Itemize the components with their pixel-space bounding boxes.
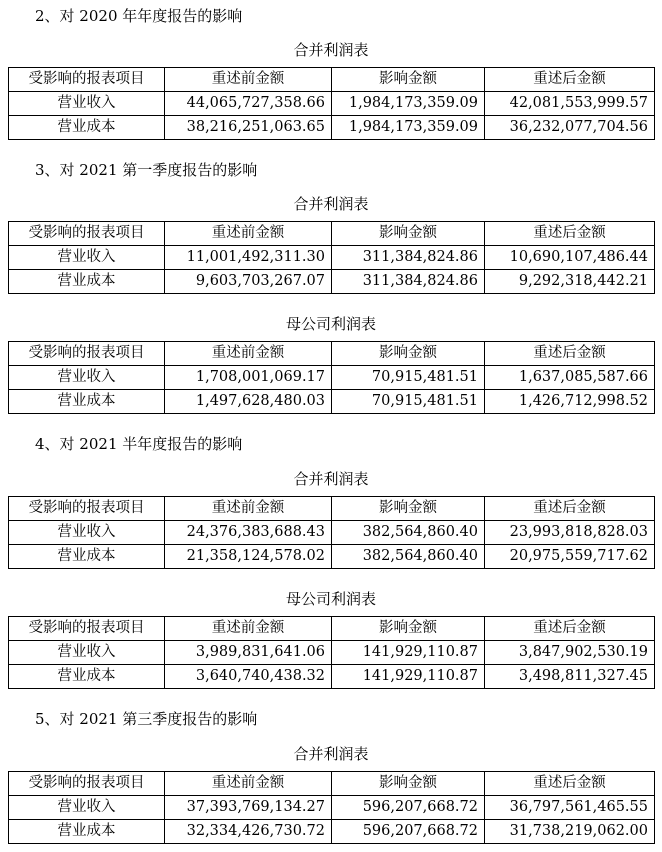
before-amount-cell: 24,376,383,688.43 (165, 521, 332, 545)
item-cell: 营业收入 (9, 92, 165, 116)
header-cell: 重述前金额 (165, 497, 332, 521)
table-header-row (9, 497, 655, 521)
after-amount-cell: 36,232,077,704.56 (485, 116, 655, 140)
item-cell: 营业收入 (9, 796, 165, 820)
table-title: 母公司利润表 (285, 315, 376, 333)
item-cell: 营业收入 (9, 521, 165, 545)
section-heading: 2、对 2020 年年度报告的影响 (35, 7, 243, 25)
table-row (9, 246, 655, 270)
header-cell: 影响金额 (332, 68, 485, 92)
header-cell: 受影响的报表项目 (9, 772, 165, 796)
after-amount-cell: 23,993,818,828.03 (485, 521, 655, 545)
after-amount-cell: 42,081,553,999.57 (485, 92, 655, 116)
before-amount-cell: 44,065,727,358.66 (165, 92, 332, 116)
header-cell: 重述后金额 (485, 68, 655, 92)
header-cell: 重述后金额 (485, 617, 655, 641)
income-statement-table (8, 67, 655, 140)
table-row (9, 116, 655, 140)
parent-income-statement-table (8, 341, 655, 414)
after-amount-cell: 1,426,712,998.52 (485, 390, 655, 414)
after-amount-cell: 20,975,559,717.62 (485, 545, 655, 569)
header-cell: 重述前金额 (165, 617, 332, 641)
table-row (9, 390, 655, 414)
table-row (9, 796, 655, 820)
item-cell: 营业成本 (9, 390, 165, 414)
table-title: 合并利润表 (293, 470, 369, 488)
header-cell: 受影响的报表项目 (9, 617, 165, 641)
table-header-row (9, 68, 655, 92)
after-amount-cell: 3,498,811,327.45 (485, 665, 655, 689)
before-amount-cell: 38,216,251,063.65 (165, 116, 332, 140)
after-amount-cell: 36,797,561,465.55 (485, 796, 655, 820)
impact-amount-cell: 596,207,668.72 (332, 820, 485, 844)
header-cell: 受影响的报表项目 (9, 68, 165, 92)
header-cell: 重述后金额 (485, 222, 655, 246)
header-cell: 重述前金额 (165, 68, 332, 92)
impact-amount-cell: 382,564,860.40 (332, 521, 485, 545)
header-cell: 重述前金额 (165, 342, 332, 366)
before-amount-cell: 37,393,769,134.27 (165, 796, 332, 820)
impact-amount-cell: 70,915,481.51 (332, 366, 485, 390)
table-header-row (9, 222, 655, 246)
impact-amount-cell: 596,207,668.72 (332, 796, 485, 820)
section-heading: 5、对 2021 第三季度报告的影响 (35, 710, 258, 728)
after-amount-cell: 10,690,107,486.44 (485, 246, 655, 270)
header-cell: 重述后金额 (485, 342, 655, 366)
after-amount-cell: 31,738,219,062.00 (485, 820, 655, 844)
before-amount-cell: 32,334,426,730.72 (165, 820, 332, 844)
section-heading: 4、对 2021 半年度报告的影响 (35, 435, 243, 453)
impact-amount-cell: 311,384,824.86 (332, 246, 485, 270)
header-cell: 影响金额 (332, 772, 485, 796)
section-heading: 3、对 2021 第一季度报告的影响 (35, 161, 258, 179)
impact-amount-cell: 1,984,173,359.09 (332, 92, 485, 116)
before-amount-cell: 3,640,740,438.32 (165, 665, 332, 689)
header-cell: 影响金额 (332, 222, 485, 246)
parent-income-statement-table (8, 616, 655, 689)
item-cell: 营业收入 (9, 246, 165, 270)
table-row (9, 665, 655, 689)
impact-amount-cell: 141,929,110.87 (332, 665, 485, 689)
after-amount-cell: 1,637,085,587.66 (485, 366, 655, 390)
header-cell: 重述后金额 (485, 497, 655, 521)
item-cell: 营业成本 (9, 116, 165, 140)
table-row (9, 641, 655, 665)
table-title: 合并利润表 (293, 41, 369, 59)
after-amount-cell: 3,847,902,530.19 (485, 641, 655, 665)
impact-amount-cell: 70,915,481.51 (332, 390, 485, 414)
income-statement-table (8, 221, 655, 294)
item-cell: 营业成本 (9, 820, 165, 844)
item-cell: 营业收入 (9, 366, 165, 390)
table-row (9, 545, 655, 569)
after-amount-cell: 9,292,318,442.21 (485, 270, 655, 294)
table-row (9, 366, 655, 390)
item-cell: 营业成本 (9, 270, 165, 294)
item-cell: 营业成本 (9, 665, 165, 689)
item-cell: 营业收入 (9, 641, 165, 665)
table-header-row (9, 617, 655, 641)
table-row (9, 270, 655, 294)
before-amount-cell: 9,603,703,267.07 (165, 270, 332, 294)
header-cell: 受影响的报表项目 (9, 497, 165, 521)
header-cell: 重述后金额 (485, 772, 655, 796)
impact-amount-cell: 311,384,824.86 (332, 270, 485, 294)
before-amount-cell: 11,001,492,311.30 (165, 246, 332, 270)
income-statement-table (8, 496, 655, 569)
table-row (9, 92, 655, 116)
table-title: 母公司利润表 (285, 590, 376, 608)
impact-amount-cell: 1,984,173,359.09 (332, 116, 485, 140)
income-statement-table (8, 771, 655, 844)
before-amount-cell: 1,708,001,069.17 (165, 366, 332, 390)
header-cell: 影响金额 (332, 497, 485, 521)
table-title: 合并利润表 (293, 195, 369, 213)
header-cell: 重述前金额 (165, 772, 332, 796)
table-title: 合并利润表 (293, 745, 369, 763)
before-amount-cell: 21,358,124,578.02 (165, 545, 332, 569)
header-cell: 影响金额 (332, 617, 485, 641)
table-row (9, 521, 655, 545)
table-header-row (9, 342, 655, 366)
header-cell: 影响金额 (332, 342, 485, 366)
impact-amount-cell: 141,929,110.87 (332, 641, 485, 665)
before-amount-cell: 3,989,831,641.06 (165, 641, 332, 665)
impact-amount-cell: 382,564,860.40 (332, 545, 485, 569)
header-cell: 受影响的报表项目 (9, 222, 165, 246)
before-amount-cell: 1,497,628,480.03 (165, 390, 332, 414)
table-row (9, 820, 655, 844)
table-header-row (9, 772, 655, 796)
header-cell: 受影响的报表项目 (9, 342, 165, 366)
item-cell: 营业成本 (9, 545, 165, 569)
header-cell: 重述前金额 (165, 222, 332, 246)
